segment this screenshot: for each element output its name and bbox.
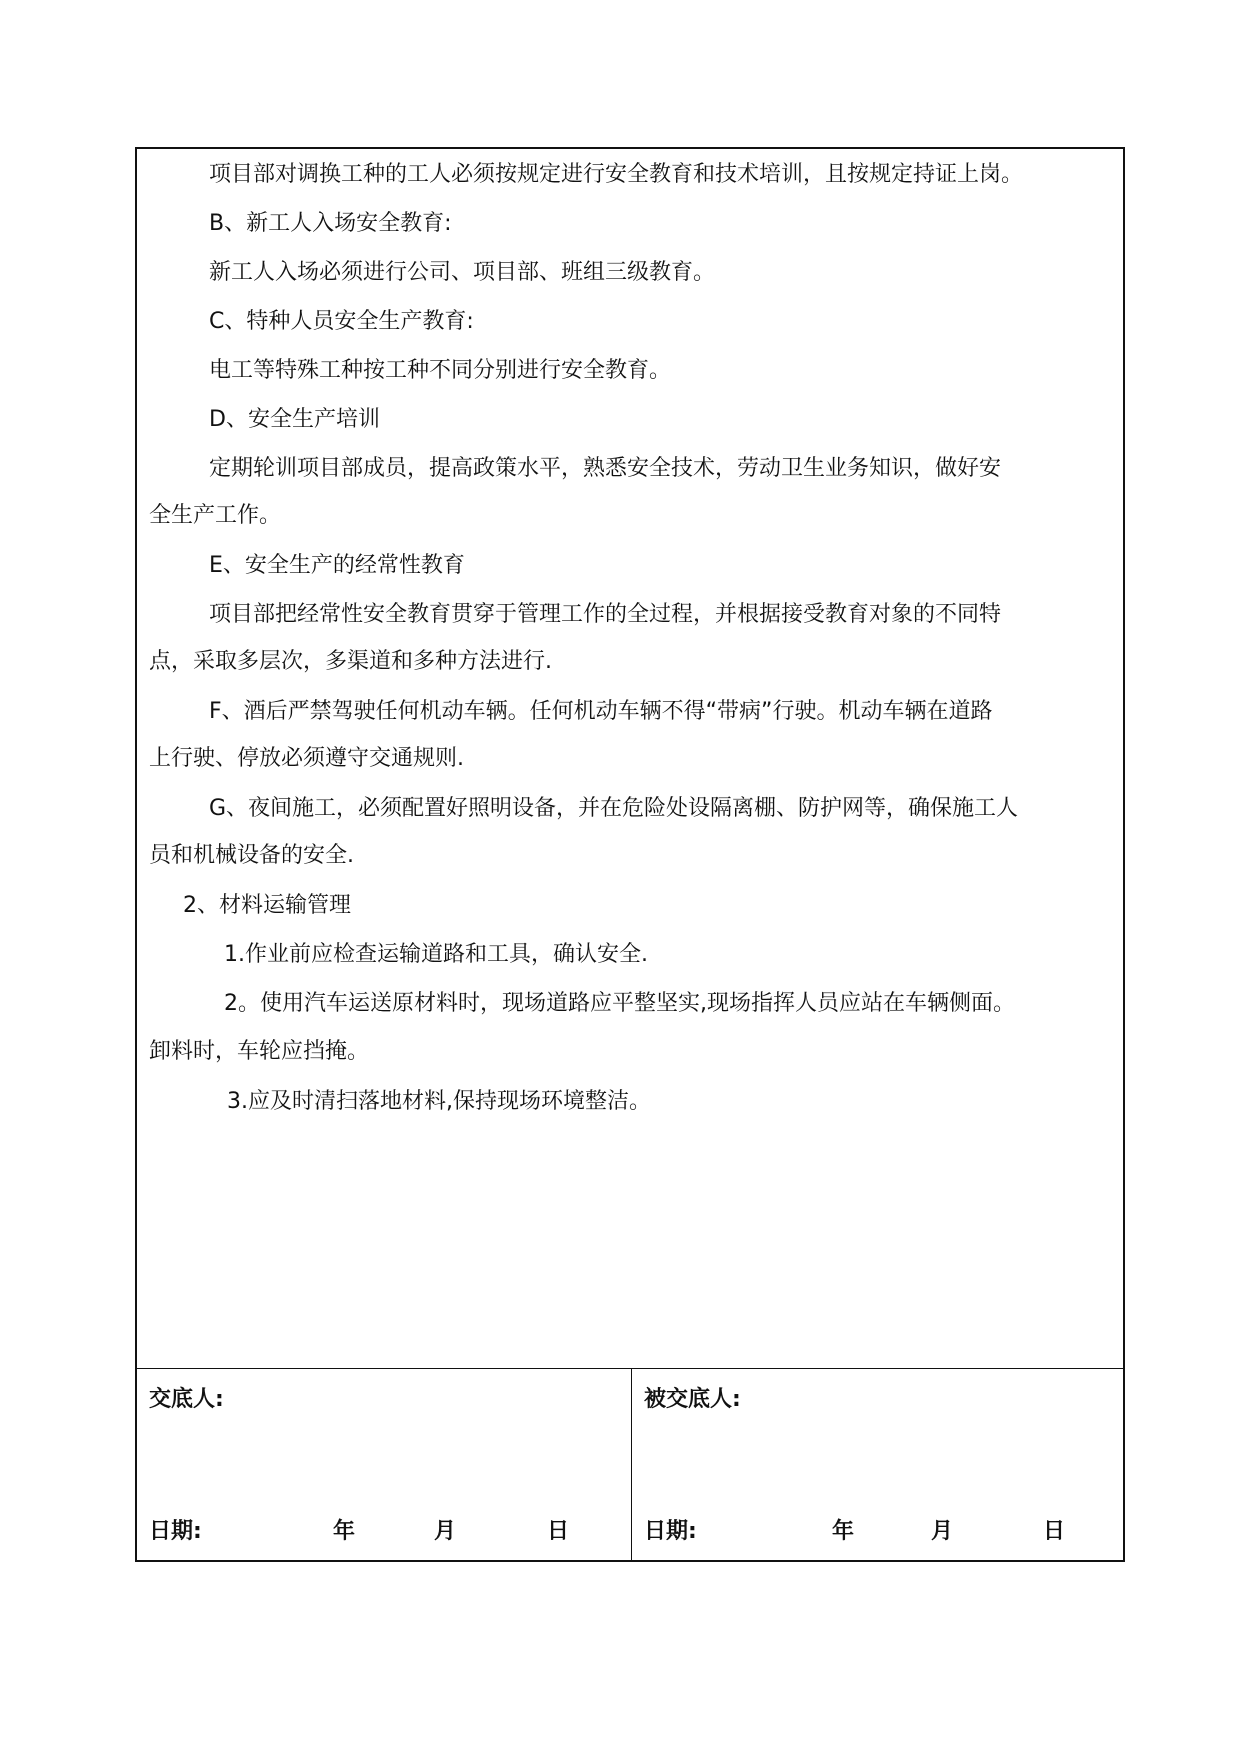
list-item: 1.作业前应检查运输道路和工具，确认安全. <box>224 942 648 967</box>
paragraph-line: 电工等特殊工种按工种不同分别进行安全教育。 <box>209 358 672 383</box>
section-heading-g: G、夜间施工，必须配置好照明设备，并在危险处设隔离棚、防护网等，确保施工人 <box>209 796 1019 821</box>
paragraph-line: 新工人入场必须进行公司、项目部、班组三级教育。 <box>209 260 716 285</box>
paragraph-line: 定期轮训项目部成员，提高政策水平，熟悉安全技术，劳动卫生业务知识，做好安 <box>209 456 1002 481</box>
recipient-label: 被交底人: <box>644 1387 741 1412</box>
paragraph-line: 上行驶、停放必须遵守交通规则. <box>149 746 464 771</box>
list-item: 3.应及时清扫落地材料,保持现场环境整洁。 <box>227 1089 651 1114</box>
section-heading-d: D、安全生产培训 <box>209 407 380 432</box>
signer-label: 交底人: <box>149 1387 224 1412</box>
list-item: 2。使用汽车运送原材料时，现场道路应平整坚实,现场指挥人员应站在车辆侧面。 <box>224 991 1015 1016</box>
section-heading-c: C、特种人员安全生产教育: <box>209 309 474 334</box>
section-heading-2: 2、材料运输管理 <box>183 893 351 918</box>
date-label: 日期: <box>644 1519 697 1544</box>
paragraph-line: 项目部把经常性安全教育贯穿于管理工作的全过程，并根据接受教育对象的不同特 <box>209 602 1002 627</box>
paragraph-line: 点，采取多层次，多渠道和多种方法进行. <box>149 649 552 674</box>
day-label: 日 <box>1043 1519 1066 1544</box>
paragraph-line: 员和机械设备的安全. <box>149 843 354 868</box>
day-label: 日 <box>547 1519 570 1544</box>
content-cell <box>137 149 1123 1369</box>
paragraph-line: 全生产工作。 <box>149 503 282 528</box>
year-label: 年 <box>333 1519 356 1544</box>
paragraph-line: 卸料时，车轮应挡掩。 <box>149 1039 370 1064</box>
paragraph-line: 项目部对调换工种的工人必须按规定进行安全教育和技术培训，且按规定持证上岗。 <box>209 162 1024 187</box>
section-heading-e: E、安全生产的经常性教育 <box>209 553 465 578</box>
section-heading-b: B、新工人入场安全教育: <box>209 211 452 236</box>
date-label: 日期: <box>149 1519 202 1544</box>
signer-cell <box>137 1369 632 1561</box>
recipient-cell <box>632 1369 1124 1561</box>
document-table <box>135 147 1125 1562</box>
year-label: 年 <box>832 1519 855 1544</box>
month-label: 月 <box>931 1519 954 1544</box>
section-heading-f: F、酒后严禁驾驶任何机动车辆。任何机动车辆不得“带病”行驶。机动车辆在道路 <box>209 699 993 724</box>
month-label: 月 <box>434 1519 457 1544</box>
